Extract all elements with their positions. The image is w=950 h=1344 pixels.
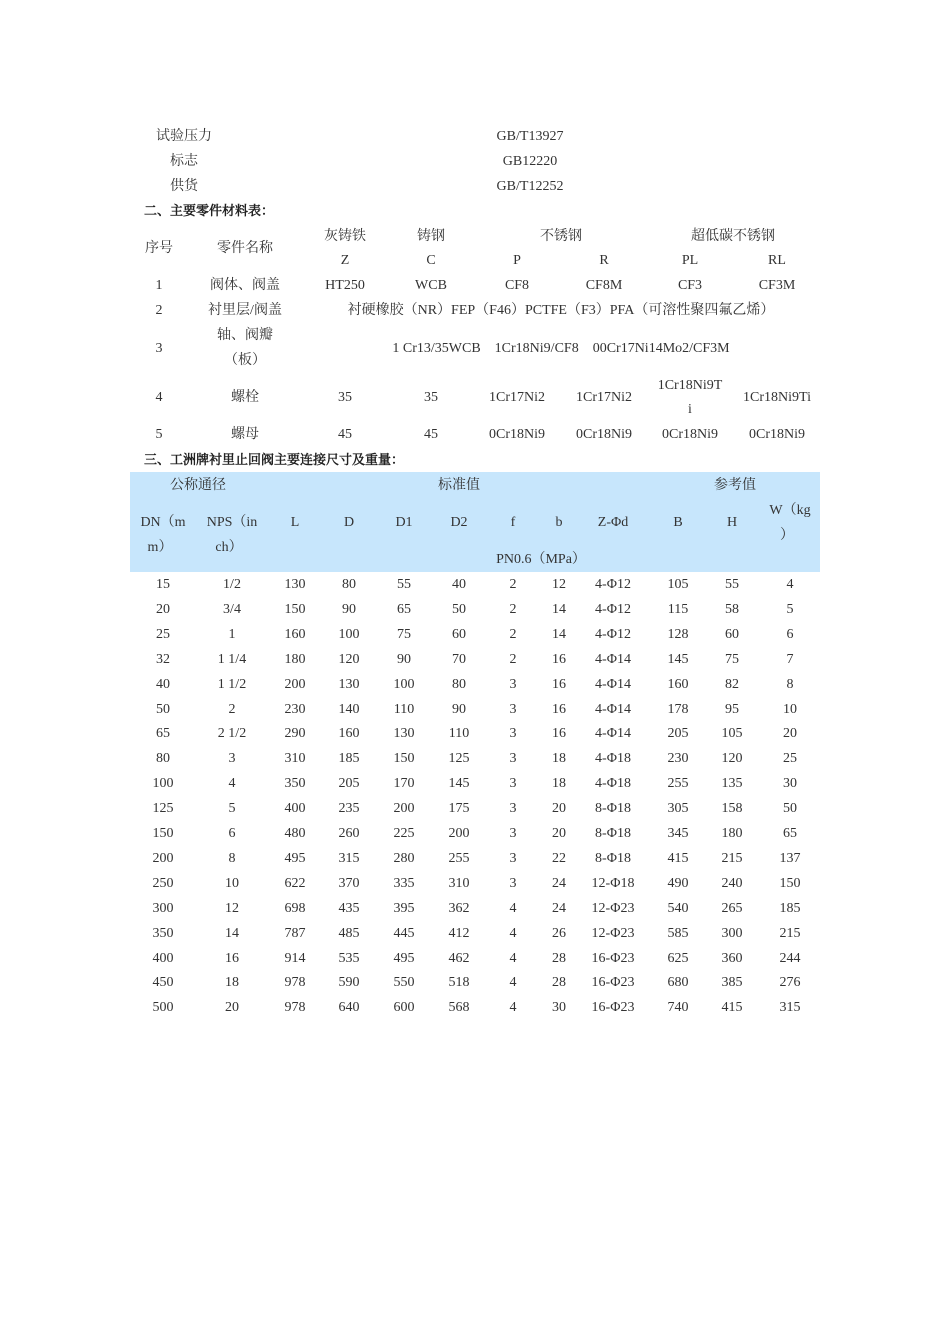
table-cell: 680 (667, 975, 689, 991)
table-cell: 2 (509, 651, 517, 667)
table-cell: 80 (452, 676, 466, 692)
header-code: PL (681, 253, 699, 268)
table-cell: 5 (228, 801, 236, 817)
header-col: D (343, 515, 355, 530)
material-cell: 45 (424, 427, 438, 442)
table-cell: 200 (448, 826, 470, 841)
header-code: R (599, 253, 609, 268)
table-cell: 350 (284, 776, 306, 792)
table-cell: 360 (721, 950, 743, 966)
table-cell: 16 (552, 701, 566, 717)
table-cell: 3 (509, 801, 517, 817)
table-cell: 362 (448, 900, 470, 916)
table-cell: 12-Φ23 (591, 900, 635, 916)
table-cell: 16 (225, 950, 239, 966)
table-cell: 305 (667, 801, 689, 817)
table-cell: 550 (393, 975, 415, 991)
table-cell: 16-Φ23 (591, 975, 635, 991)
table-cell: 145 (667, 651, 689, 667)
table-cell: 5 (786, 601, 794, 617)
table-cell: 65 (397, 601, 411, 617)
table-cell: 140 (338, 701, 360, 717)
table-cell: 24 (552, 900, 566, 916)
table-cell: 625 (667, 950, 689, 966)
table-cell: 28 (552, 975, 566, 991)
table-cell: 914 (284, 950, 306, 966)
table-cell: 24 (552, 875, 566, 891)
table-cell: 90 (397, 651, 411, 667)
table-cell: 490 (667, 875, 689, 891)
header-nps: NPS（in (206, 515, 258, 530)
table-cell: 135 (721, 776, 743, 792)
table-cell: 26 (552, 925, 566, 941)
table-cell: 20 (783, 726, 797, 742)
table-cell: 495 (284, 850, 306, 866)
table-cell: 7 (786, 651, 794, 667)
material-cell: CF3M (758, 278, 796, 293)
table-cell: 310 (284, 751, 306, 767)
table-cell: 3 (509, 826, 517, 841)
header-col: B (673, 515, 683, 530)
table-cell: 12 (225, 900, 239, 916)
header-dn-continued: m） (147, 540, 173, 555)
table-cell: 40 (156, 676, 170, 692)
standard-value: GB/T12252 (496, 179, 564, 194)
material-cell: CF8M (585, 278, 623, 293)
table-cell: 3 (228, 751, 236, 767)
merged-material-cell: 1 Cr13/35WCB 1Cr18Ni9/CF8 00Cr17Ni14Mo2/CF3M (392, 341, 730, 356)
header-col: f (510, 515, 516, 530)
table-cell: 10 (225, 875, 239, 891)
table-cell: 30 (552, 1000, 566, 1016)
material-cell: WCB (415, 278, 447, 293)
table-cell: 115 (667, 601, 689, 617)
header-code: P (513, 253, 521, 268)
table-cell: 310 (448, 875, 470, 891)
standard-label: 标志 (170, 154, 198, 169)
table-cell: 32 (156, 651, 170, 667)
table-cell: 160 (284, 626, 306, 642)
table-cell: 315 (338, 850, 360, 866)
table-cell: 250 (152, 875, 174, 891)
material-cell: HT250 (325, 278, 365, 293)
table-cell: 400 (284, 801, 306, 817)
table-cell: 18 (552, 776, 566, 792)
table-cell: 568 (448, 1000, 470, 1016)
table-cell: 30 (783, 776, 797, 792)
table-cell: 8 (228, 850, 236, 866)
table-cell: 75 (725, 651, 739, 667)
table-cell: 160 (667, 676, 689, 692)
table-cell: 55 (397, 577, 411, 592)
table-cell: 2 (509, 601, 517, 617)
table-cell: 12-Φ18 (591, 875, 635, 891)
table-cell: 16 (552, 651, 566, 667)
material-cell: 35 (424, 390, 438, 405)
part-name: 螺母 (231, 427, 259, 442)
material-cell: 0Cr18Ni9 (662, 427, 718, 442)
table-cell: 244 (779, 950, 801, 966)
table-cell: 205 (667, 726, 689, 742)
table-cell: 740 (667, 1000, 689, 1016)
table-cell: 75 (397, 626, 411, 642)
header-standard-values: 标准值 (438, 478, 480, 493)
table-cell: 6 (228, 826, 236, 841)
header-ultra-low-carbon: 超低碳不锈钢 (691, 229, 775, 244)
table-cell: 80 (342, 577, 356, 592)
table-cell: 130 (338, 676, 360, 692)
table-cell: 480 (284, 826, 306, 841)
table-cell: 15 (156, 577, 170, 592)
header-weight-continued: ） (780, 528, 794, 543)
table-cell: 240 (721, 875, 743, 891)
table-cell: 80 (156, 751, 170, 767)
header-col: Z-Φd (597, 515, 629, 530)
table-cell: 640 (338, 1000, 360, 1016)
table-cell: 3/4 (223, 601, 241, 617)
table-cell: 82 (725, 676, 739, 692)
table-cell: 4 (509, 925, 517, 941)
table-cell: 265 (721, 900, 743, 916)
table-cell: 2 1/2 (217, 726, 247, 742)
table-cell: 105 (667, 577, 689, 592)
table-cell: 4-Φ14 (595, 651, 631, 667)
table-cell: 3 (509, 751, 517, 767)
header-dn: DN（m (140, 515, 186, 530)
table-cell: 8 (786, 676, 794, 692)
table-cell: 4-Φ14 (595, 701, 631, 717)
table-cell: 370 (338, 875, 360, 891)
table-cell: 100 (393, 676, 415, 692)
table-cell: 90 (342, 601, 356, 617)
table-cell: 14 (552, 601, 566, 617)
table-cell: 120 (338, 651, 360, 667)
standard-value: GB12220 (502, 154, 558, 169)
table-cell: 415 (721, 1000, 743, 1016)
table-cell: 435 (338, 900, 360, 916)
table-cell: 3 (509, 776, 517, 792)
table-cell: 276 (779, 975, 801, 991)
table-cell: 185 (779, 900, 801, 916)
table-cell: 415 (667, 850, 689, 866)
table-cell: 235 (338, 801, 360, 817)
table-cell: 12 (552, 577, 566, 592)
table-cell: 350 (152, 925, 174, 941)
table-cell: 412 (448, 925, 470, 941)
table-cell: 25 (783, 751, 797, 767)
table-cell: 585 (667, 925, 689, 941)
table-cell: 28 (552, 950, 566, 966)
header-nominal-diameter: 公称通径 (170, 478, 226, 493)
table-cell: 158 (721, 801, 743, 817)
part-name: 轴、阀瓣 (217, 328, 273, 343)
table-cell: 70 (452, 651, 466, 667)
table-cell: 12-Φ23 (591, 925, 635, 941)
table-cell: 290 (284, 726, 306, 742)
table-cell: 160 (338, 726, 360, 742)
material-cell: CF3 (677, 278, 703, 293)
header-col: b (555, 515, 563, 530)
table-cell: 170 (393, 776, 415, 792)
table-cell: 4 (509, 950, 517, 966)
table-cell: 215 (779, 925, 801, 941)
table-cell: 8-Φ18 (595, 826, 631, 841)
table-cell: 65 (783, 826, 797, 841)
table-cell: 2 (509, 626, 517, 642)
header-part-name: 零件名称 (217, 241, 273, 256)
header-weight: W（kg (769, 503, 811, 518)
table-cell: 315 (779, 1000, 801, 1016)
part-name: 螺栓 (231, 390, 259, 405)
table-cell: 20 (225, 1000, 239, 1016)
table-cell: 16 (552, 726, 566, 742)
header-nps-continued: ch） (215, 540, 243, 555)
material-cell: 0Cr18Ni9 (749, 427, 805, 442)
table-cell: 4-Φ14 (595, 676, 631, 692)
table-cell: 205 (338, 776, 360, 792)
table-cell: 2 (228, 701, 236, 717)
table-cell: 65 (156, 726, 170, 742)
table-cell: 4 (509, 900, 517, 916)
table-cell: 8-Φ18 (595, 801, 631, 817)
row-number: 2 (155, 303, 163, 318)
header-code: Z (340, 253, 350, 268)
table-cell: 4-Φ12 (595, 577, 631, 592)
table-cell: 1 1/2 (217, 676, 247, 692)
table-cell: 3 (509, 726, 517, 742)
table-cell: 95 (725, 701, 739, 717)
row-number: 3 (155, 341, 163, 356)
table-cell: 462 (448, 950, 470, 966)
table-cell: 4 (786, 577, 794, 592)
standard-label: 供货 (170, 179, 198, 194)
header-reference-values: 参考值 (714, 478, 756, 493)
header-stainless: 不锈钢 (540, 229, 582, 244)
header-col: L (290, 515, 300, 530)
table-cell: 145 (448, 776, 470, 792)
table-cell: 395 (393, 900, 415, 916)
table-cell: 230 (284, 701, 306, 717)
material-cell: 1Cr18Ni9Ti (743, 390, 811, 405)
table-cell: 345 (667, 826, 689, 841)
table-cell: 60 (725, 626, 739, 642)
table-cell: 4-Φ14 (595, 726, 631, 742)
standard-label: 试验压力 (156, 129, 212, 144)
table-cell: 125 (448, 751, 470, 767)
table-cell: 18 (225, 975, 239, 991)
table-cell: 50 (452, 601, 466, 617)
table-cell: 20 (552, 826, 566, 841)
table-cell: 137 (779, 850, 801, 866)
table-cell: 540 (667, 900, 689, 916)
table-cell: 230 (667, 751, 689, 767)
table-cell: 600 (393, 1000, 415, 1016)
table-cell: 8-Φ18 (595, 850, 631, 866)
header-seq: 序号 (145, 241, 173, 256)
table-cell: 16-Φ23 (591, 1000, 635, 1016)
material-cell: 35 (338, 390, 352, 405)
table-cell: 200 (284, 676, 306, 692)
table-cell: 335 (393, 875, 415, 891)
table-cell: 450 (152, 975, 174, 991)
part-name: 衬里层/阀盖 (208, 303, 282, 318)
table-cell: 50 (783, 801, 797, 817)
table-cell: 105 (721, 726, 743, 742)
part-name-continued: （板） (224, 353, 266, 368)
header-col: D1 (395, 515, 413, 530)
table-cell: 4-Φ12 (595, 601, 631, 617)
header-col: H (726, 515, 738, 530)
table-cell: 18 (552, 751, 566, 767)
table-cell: 55 (725, 577, 739, 592)
material-cell: 0Cr18Ni9 (489, 427, 545, 442)
table-cell: 14 (552, 626, 566, 642)
table-cell: 787 (284, 925, 306, 941)
table-cell: 485 (338, 925, 360, 941)
table-cell: 200 (152, 850, 174, 866)
material-cell: 1Cr17Ni2 (489, 390, 545, 405)
table-cell: 60 (452, 626, 466, 642)
table-cell: 1 1/4 (217, 651, 247, 667)
table-cell: 20 (156, 601, 170, 617)
table-cell: 120 (721, 751, 743, 767)
table-cell: 3 (509, 850, 517, 866)
material-cell: 45 (338, 427, 352, 442)
table-cell: 215 (721, 850, 743, 866)
material-cell: 1Cr18Ni9T (657, 378, 723, 393)
table-cell: 14 (225, 925, 239, 941)
table-cell: 255 (448, 850, 470, 866)
table-cell: 3 (509, 676, 517, 692)
table-cell: 100 (152, 776, 174, 792)
table-cell: 16-Φ23 (591, 950, 635, 966)
table-cell: 16 (552, 676, 566, 692)
table-cell: 590 (338, 975, 360, 991)
table-cell: 978 (284, 1000, 306, 1016)
table-cell: 6 (786, 626, 794, 642)
table-cell: 180 (284, 651, 306, 667)
table-cell: 4 (509, 1000, 517, 1016)
table-cell: 978 (284, 975, 306, 991)
table-cell: 150 (152, 826, 174, 841)
table-cell: 698 (284, 900, 306, 916)
table-cell: 4-Φ18 (595, 776, 631, 792)
standard-value: GB/T13927 (496, 129, 564, 144)
section3-title: 三、工洲牌衬里止回阀主要连接尺寸及重量： (144, 453, 405, 468)
header-pressure: PN0.6（MPa） (496, 552, 586, 567)
material-cell: 1Cr17Ni2 (576, 390, 632, 405)
table-cell: 255 (667, 776, 689, 792)
header-cast-steel: 铸钢 (417, 229, 445, 244)
table-cell: 150 (284, 601, 306, 617)
row-number: 1 (155, 278, 163, 293)
table-cell: 500 (152, 1000, 174, 1016)
table-cell: 125 (152, 801, 174, 817)
table-cell: 300 (152, 900, 174, 916)
header-code: RL (768, 253, 786, 268)
table-cell: 4 (509, 975, 517, 991)
table-cell: 175 (448, 801, 470, 817)
table-cell: 110 (393, 701, 415, 717)
header-gray-iron: 灰铸铁 (324, 229, 366, 244)
table-cell: 400 (152, 950, 174, 966)
material-cell: 0Cr18Ni9 (576, 427, 632, 442)
table-cell: 1/2 (223, 577, 241, 592)
material-cell: CF8 (504, 278, 530, 293)
table-cell: 3 (509, 701, 517, 717)
merged-material-cell: 衬硬橡胶（NR）FEP（F46）PCTFE（F3）PFA（可溶性聚四氟乙烯） (347, 303, 775, 318)
header-code: C (426, 253, 436, 268)
table-cell: 200 (393, 801, 415, 817)
table-cell: 40 (452, 577, 466, 592)
table-cell: 3 (509, 875, 517, 891)
row-number: 5 (155, 427, 163, 442)
table-cell: 58 (725, 601, 739, 617)
table-cell: 130 (393, 726, 415, 742)
table-cell: 385 (721, 975, 743, 991)
table-cell: 178 (667, 701, 689, 717)
table-cell: 280 (393, 850, 415, 866)
table-cell: 4 (228, 776, 236, 792)
header-col: D2 (450, 515, 468, 530)
table-cell: 22 (552, 850, 566, 866)
section2-title: 二、主要零件材料表： (144, 204, 275, 219)
table-cell: 622 (284, 875, 306, 891)
table-cell: 20 (552, 801, 566, 817)
table-cell: 180 (721, 826, 743, 841)
table-cell: 260 (338, 826, 360, 841)
table-cell: 185 (338, 751, 360, 767)
table-cell: 25 (156, 626, 170, 642)
part-name: 阀体、阀盖 (210, 278, 280, 293)
table-cell: 1 (228, 626, 236, 642)
table-cell: 150 (393, 751, 415, 767)
table-cell: 10 (783, 701, 797, 717)
row-number: 4 (155, 390, 163, 405)
table-cell: 445 (393, 925, 415, 941)
table-cell: 50 (156, 701, 170, 717)
table-cell: 130 (284, 577, 306, 592)
table-cell: 2 (509, 577, 517, 592)
table-cell: 4-Φ18 (595, 751, 631, 767)
table-cell: 100 (338, 626, 360, 642)
table-cell: 225 (393, 826, 415, 841)
material-cell-continued: i (688, 402, 692, 417)
table-cell: 300 (721, 925, 743, 941)
table-cell: 535 (338, 950, 360, 966)
table-cell: 495 (393, 950, 415, 966)
table-cell: 150 (779, 875, 801, 891)
table-cell: 90 (452, 701, 466, 717)
table-cell: 518 (448, 975, 470, 991)
table-cell: 4-Φ12 (595, 626, 631, 642)
table-cell: 128 (667, 626, 689, 642)
table-cell: 110 (448, 726, 470, 742)
